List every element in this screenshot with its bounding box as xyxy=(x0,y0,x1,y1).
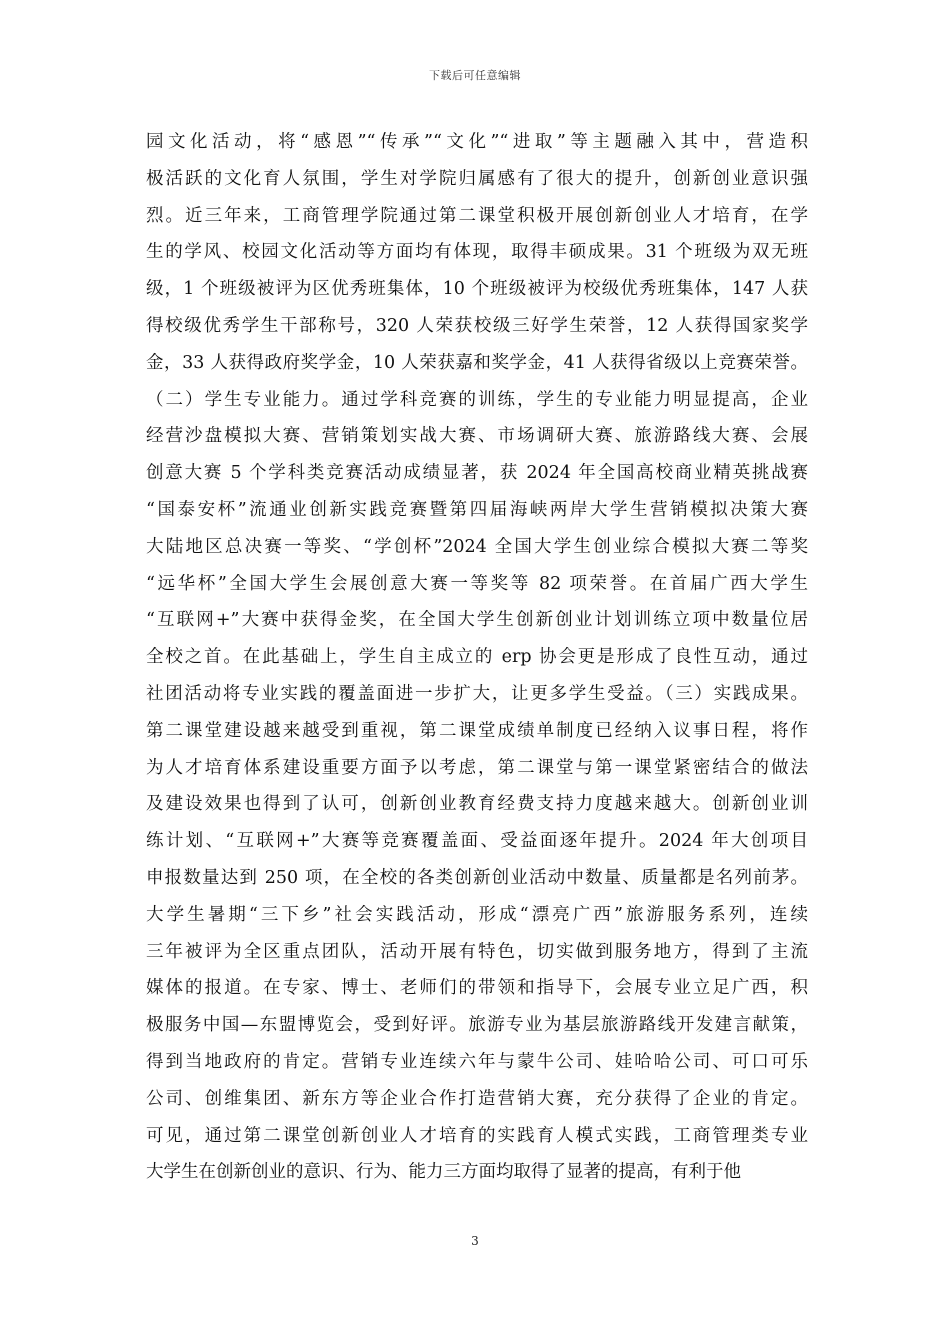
text-line: “互联网+”大赛中获得金奖，在全国大学生创新创业计划训练立项中数量位居 xyxy=(146,610,808,631)
text-line: 为人才培育体系建设重要方面予以考虑，第二课堂与第一课堂紧密结合的做法 xyxy=(146,757,808,778)
text-line: 申报数量达到 250 项，在全校的各类创新创业活动中数量、质量都是名列前茅。 xyxy=(146,867,808,888)
text-line: “国泰安杯”流通业创新实践竞赛暨第四届海峡两岸大学生营销模拟决策大赛 xyxy=(146,499,808,520)
text-line: 第二课堂建设越来越受到重视，第二课堂成绩单制度已经纳入议事日程，将作 xyxy=(146,720,808,741)
text-line: 大陆地区总决赛一等奖、“学创杯”2024 全国大学生创业综合模拟大赛二等奖 xyxy=(146,536,808,557)
text-line: 大学生暑期“三下乡”社会实践活动，形成“漂亮广西”旅游服务系列，连续 xyxy=(146,904,808,925)
text-line: 练计划、“互联网+”大赛等竞赛覆盖面、受益面逐年提升。2024 年大创项目 xyxy=(146,831,808,852)
text-line: 金，33 人获得政府奖学金，10 人荣获嘉和奖学金，41 人获得省级以上竞赛荣誉。 xyxy=(146,352,808,373)
text-line: 大学生在创新创业的意识、行为、能力三方面均取得了显著的提高，有利于他 xyxy=(146,1162,741,1183)
text-line: 园文化活动，将“感恩”“传承”“文化”“进取”等主题融入其中，营造积 xyxy=(146,132,808,152)
text-line: 全校之首。在此基础上，学生自主成立的 erp 协会更是形成了良性互动，通过 xyxy=(146,647,808,668)
text-line: 公司、创维集团、新东方等企业合作打造营销大赛，充分获得了企业的肯定。 xyxy=(146,1088,808,1109)
text-line: （二）学生专业能力。通过学科竞赛的训练，学生的专业能力明显提高，企业 xyxy=(146,389,808,410)
text-line: 极活跃的文化育人氛围，学生对学院归属感有了很大的提升，创新创业意识强 xyxy=(146,168,808,189)
text-line: 媒体的报道。在专家、博士、老师们的带领和指导下，会展专业立足广西，积 xyxy=(146,978,808,999)
text-line: 级，1 个班级被评为区优秀班集体，10 个班级被评为校级优秀班集体，147 人获 xyxy=(146,279,808,300)
text-line: 三年被评为全区重点团队，活动开展有特色，切实做到服务地方，得到了主流 xyxy=(146,941,808,962)
text-line: 可见，通过第二课堂创新创业人才培育的实践育人模式实践，工商管理类专业 xyxy=(146,1125,808,1146)
text-line: 得校级优秀学生干部称号，320 人荣获校级三好学生荣誉，12 人获得国家奖学 xyxy=(146,315,808,336)
body-text xyxy=(146,124,808,1191)
text-line: 烈。近三年来，工商管理学院通过第二课堂积极开展创新创业人才培育，在学 xyxy=(146,205,808,226)
text-line: 生的学风、校园文化活动等方面均有体现，取得丰硕成果。31 个班级为双无班 xyxy=(146,242,808,263)
page-header: 下载后可任意编辑 xyxy=(429,69,521,82)
text-line: 创意大赛 5 个学科类竞赛活动成绩显著，获 2024 年全国高校商业精英挑战赛 xyxy=(146,463,808,484)
text-line: 经营沙盘模拟大赛、营销策划实战大赛、市场调研大赛、旅游路线大赛、会展 xyxy=(146,426,808,447)
text-line: “远华杯”全国大学生会展创意大赛一等奖等 82 项荣誉。在首届广西大学生 xyxy=(146,573,808,594)
page-number: 3 xyxy=(471,1234,479,1248)
text-line: 及建设效果也得到了认可，创新创业教育经费支持力度越来越大。创新创业训 xyxy=(146,794,808,815)
text-line: 极服务中国—东盟博览会，受到好评。旅游专业为基层旅游路线开发建言献策， xyxy=(146,1015,808,1036)
text-line: 得到当地政府的肯定。营销专业连续六年与蒙牛公司、娃哈哈公司、可口可乐 xyxy=(146,1051,808,1072)
text-line: 社团活动将专业实践的覆盖面进一步扩大，让更多学生受益。（三）实践成果。 xyxy=(146,683,808,704)
